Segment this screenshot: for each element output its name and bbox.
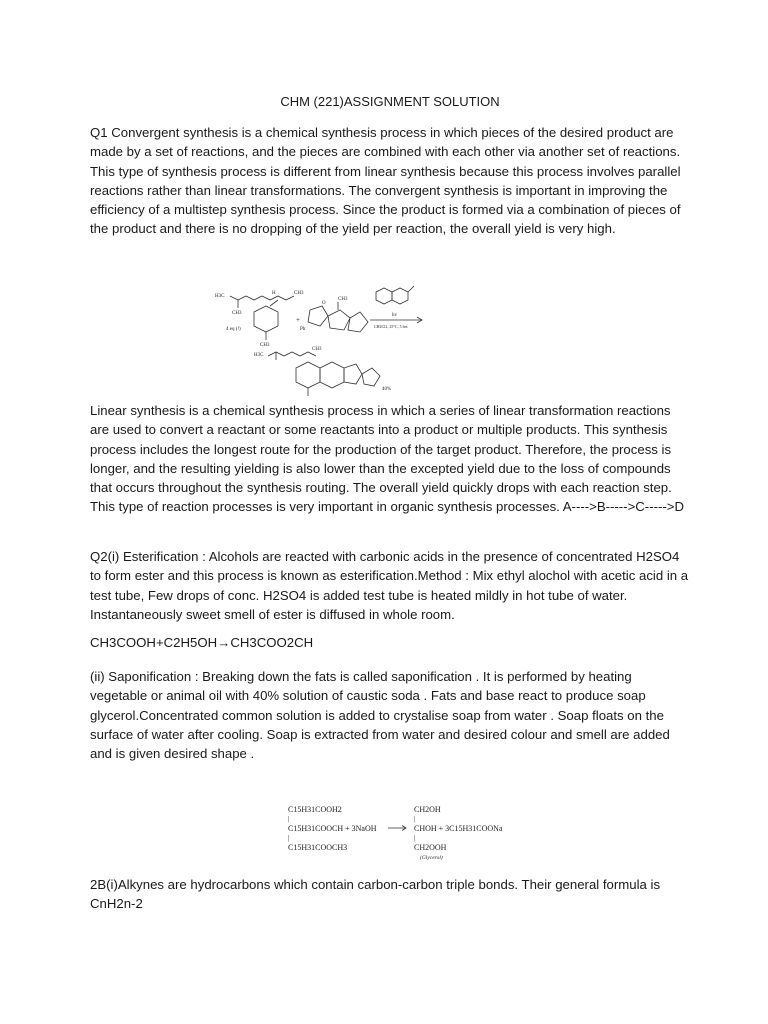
- label-ch3-right: CH3: [294, 291, 304, 296]
- label-plus: +: [296, 316, 300, 324]
- right-bot-formula: CH2OOH: [414, 843, 447, 852]
- paragraph-q1-convergent: Q1 Convergent synthesis is a chemical synthesis process in which pieces of the desired product are made by a set of reactions, and the pieces are combined with each other via another set of reactions. This type of synthesis process is different from linear synthesis because this process involves parallel reactions rather than linear transformations. The convergent synthesis is important in improving the efficiency of a multistep synthesis process. Since the product is formed via a combination of pieces of the product and there is no dropping of the yield per reaction, the overall yield is very high.: [90, 125, 681, 237]
- paragraph-q2-esterification: Q2(i) Esterification : Alcohols are reacted with carbonic acids in the presence of concentrated H2SO4 to form ester and this process is known as esterification.Method : Mix ethyl alochol with acetic acid in a test tube, Few drops of conc. H2SO4 is added test tube is heated mildly in hot tube of water. Instantaneously sweet smell of ester is diffused in whole room.: [90, 549, 689, 622]
- left-top-formula: C15H31COOH2: [288, 805, 342, 814]
- ring-product-4: [362, 368, 380, 386]
- esterification-equation: CH3COOH+C2H5OH→CH3COO2CH: [90, 635, 314, 650]
- paragraph-saponification: (ii) Saponification : Breaking down the fats is called saponification . It is performed by heating vegetable or animal oil with 40% solution of caustic soda . Fats and base react to produce soap glycerol.Concentrated common solution is added to crystalise soap from water . Soap floats on the surface of water after cooling. Soap is extracted from water and desired colour and smell are added and is given desired shape .: [90, 669, 670, 762]
- label-hv: hv: [392, 313, 397, 318]
- product-alkyl-chain: [268, 352, 316, 356]
- label-ch3-mid: CH3: [338, 297, 348, 302]
- paragraph-linear-synthesis: Linear synthesis is a chemical synthesis process in which a series of linear transformation reactions are used to convert a reactant or some reactants into a product or multiple products. This synthesis process includes the longest route for the production of the target product. Therefore, the process is longer, and the resulting yielding is also lower than the excepted yield due to the loss of compounds that occurs throughout the synthesis routing. The overall yield quickly drops with each reaction step. This type of reaction processes is very important in organic synthesis processes. A---->B----->C----->D: [90, 403, 684, 515]
- sensitizer-ring-a: [376, 288, 392, 304]
- paragraph-alkynes: 2B(i)Alkynes are hydrocarbons which contain carbon-carbon triple bonds. Their general formula is CnH2n-2: [90, 877, 661, 912]
- left-bot-formula: C15H31COOCH3: [288, 843, 348, 852]
- convergent-synthesis-scheme: [210, 278, 510, 400]
- sensitizer-ring-b: [392, 288, 408, 304]
- label-h3c-top: H3C: [215, 294, 225, 299]
- label-ch3-product: CH3: [312, 347, 322, 352]
- ring-reactant-1: [254, 306, 278, 332]
- page-title: CHM (221)ASSIGNMENT SOLUTION: [280, 94, 500, 109]
- label-yield: 40%: [382, 387, 392, 392]
- right-top-formula: CH2OH: [414, 805, 441, 814]
- saponification-scheme: [284, 802, 544, 868]
- right-bar-2: |: [414, 834, 416, 842]
- ring-product-2: [320, 362, 344, 388]
- right-mid-formula: CHOH + 3C15H31COONa: [414, 824, 503, 833]
- label-ch3-left: CH3: [232, 311, 242, 316]
- label-h3c-product: H3C: [254, 353, 264, 358]
- right-bar-1: |: [414, 815, 416, 823]
- glycerol-caption: (Glycerol): [420, 855, 443, 861]
- left-mid-formula: C15H31COOCH + 3NaOH: [288, 824, 377, 833]
- label-ph: Ph: [300, 327, 306, 332]
- left-bar-1: |: [288, 815, 290, 823]
- ring-product-1: [296, 362, 320, 388]
- saponification-drawing: [284, 802, 544, 868]
- alkyl-chain: [230, 296, 294, 300]
- label-reagent-eq: 4 eq (!): [226, 327, 241, 332]
- label-conditions: CH2Cl2, 25°C, 5 hrs: [374, 324, 408, 329]
- ring-reactant-2: [308, 306, 328, 326]
- label-h-a: H: [272, 291, 276, 296]
- label-o: O: [322, 301, 326, 306]
- label-ch3-bottom: CH3: [260, 343, 270, 348]
- left-bar-2: |: [288, 834, 290, 842]
- reaction-scheme-drawing: [210, 278, 510, 400]
- ring-product-3: [344, 364, 362, 384]
